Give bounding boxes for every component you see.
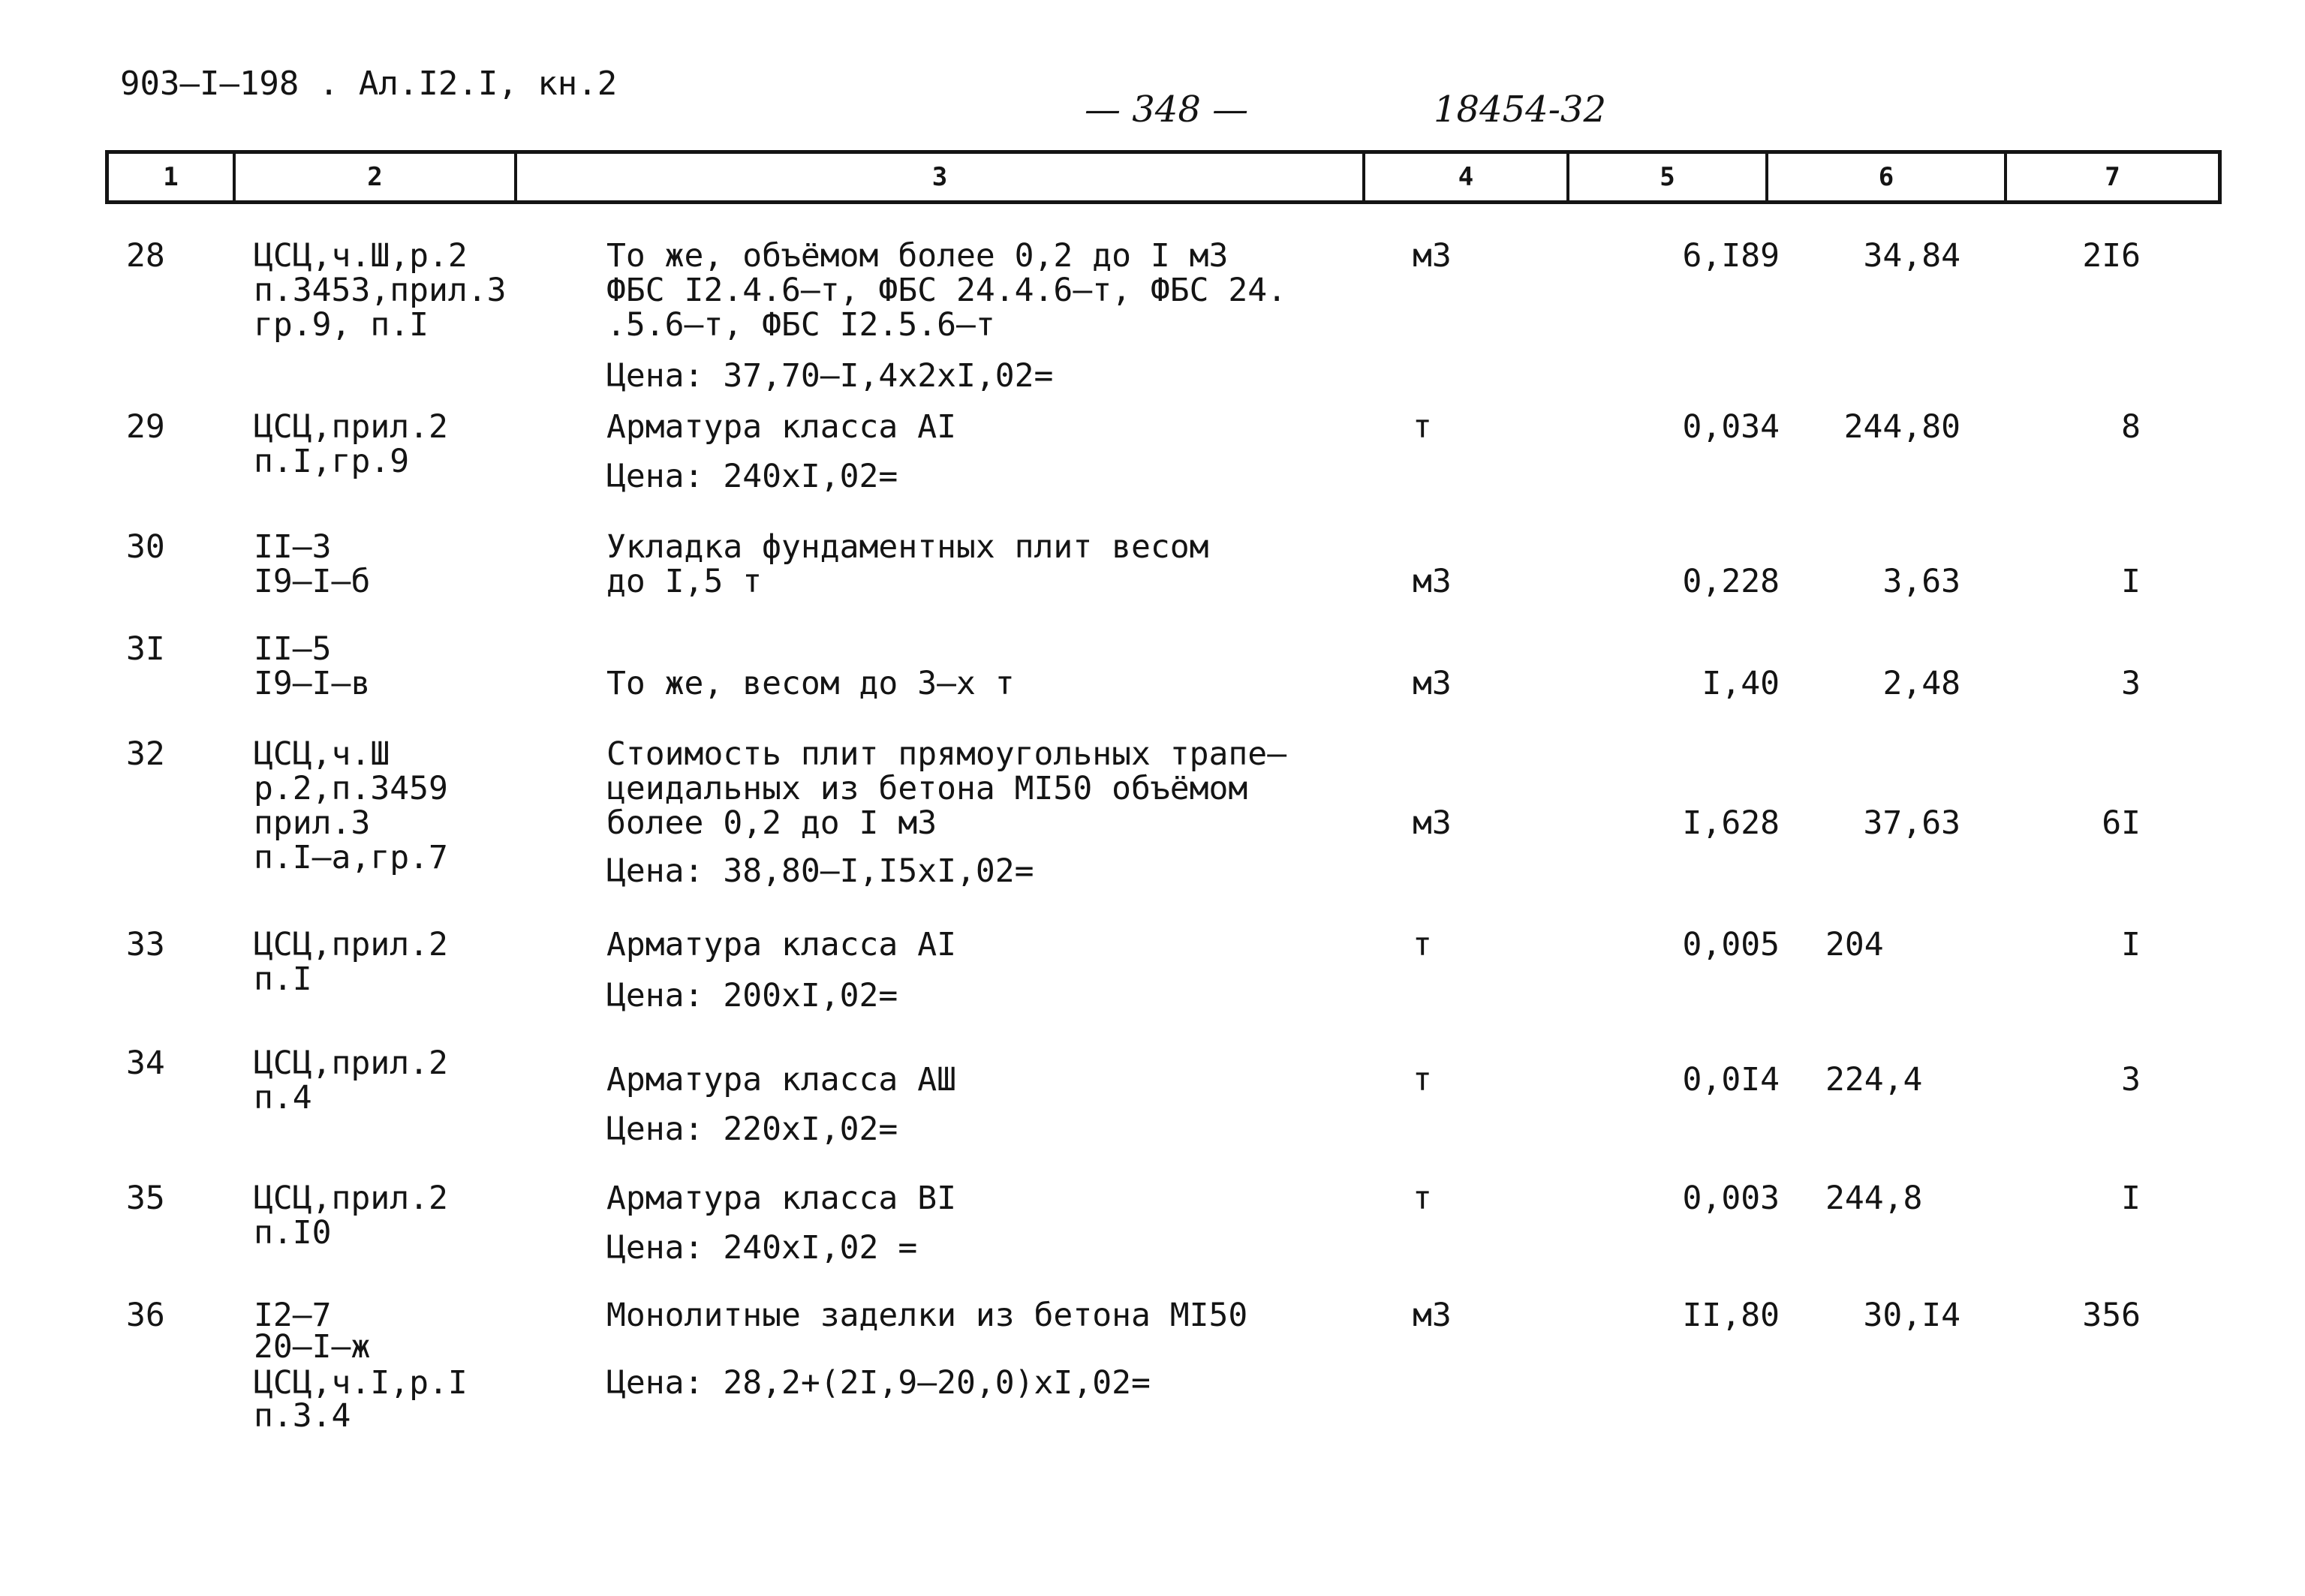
reference-line: прил.3 xyxy=(254,804,371,842)
description-line: То же, весом до 3–х т xyxy=(606,665,1015,702)
reference-line: II–5 xyxy=(254,630,332,668)
inventory-number: 18454-32 xyxy=(1434,89,1606,131)
reference-line: р.2,п.3459 xyxy=(254,770,448,807)
description-line: до I,5 т xyxy=(606,563,763,600)
row-number: 32 xyxy=(126,735,165,773)
reference-line: п.I0 xyxy=(254,1214,332,1252)
unit-price: 30,I4 xyxy=(1863,1297,1960,1334)
row-number: 3I xyxy=(126,630,165,668)
quantity: 0,005 xyxy=(1682,926,1780,963)
reference-line: п.I–а,гр.7 xyxy=(254,839,448,876)
quantity: 0,0I4 xyxy=(1682,1061,1780,1099)
unit: т xyxy=(1413,408,1432,446)
total-cost: I xyxy=(2121,926,2141,963)
reference-line: ЦСЦ,ч.Ш xyxy=(254,735,390,773)
description-line: цеидальных из бетона МI50 объёмом xyxy=(606,770,1248,807)
total-cost: 3 xyxy=(2121,665,2141,702)
unit: м3 xyxy=(1413,1297,1452,1334)
unit-price: 204 xyxy=(1825,926,1884,963)
price-formula: Цена: 240хI,02 = xyxy=(606,1229,918,1267)
quantity: I,628 xyxy=(1682,804,1780,842)
column-header: 6 xyxy=(1765,154,2004,200)
total-cost: 6I xyxy=(2102,804,2141,842)
document-code: 903–I–198 . Ал.I2.I, кн.2 xyxy=(120,65,618,103)
price-formula: Цена: 220хI,02= xyxy=(606,1111,898,1148)
quantity: 0,034 xyxy=(1682,408,1780,446)
column-header-row xyxy=(105,150,2222,204)
description-line: Арматура класса АI xyxy=(606,408,956,446)
description-line: ФБС I2.4.6–т, ФБС 24.4.6–т, ФБС 24. xyxy=(606,272,1287,309)
unit: т xyxy=(1413,926,1432,963)
unit: т xyxy=(1413,1061,1432,1099)
unit: м3 xyxy=(1413,237,1452,275)
price-formula: Цена: 28,2+(2I,9–20,0)хI,02= xyxy=(606,1364,1151,1402)
description-line: Арматура класса ВI xyxy=(606,1180,956,1217)
reference-line: I9–I–в xyxy=(254,665,371,702)
row-number: 35 xyxy=(126,1180,165,1217)
price-formula: Цена: 200хI,02= xyxy=(606,977,898,1014)
price-formula: Цена: 37,70–I,4х2хI,02= xyxy=(606,357,1054,395)
quantity: 0,003 xyxy=(1682,1180,1780,1217)
price-formula: Цена: 240хI,02= xyxy=(606,458,898,495)
reference-line: п.I xyxy=(254,960,312,998)
unit: т xyxy=(1413,1180,1432,1217)
description-line: Укладка фундаментных плит весом xyxy=(606,528,1209,566)
column-header: 3 xyxy=(514,154,1362,200)
column-header: 2 xyxy=(233,154,514,200)
unit-price: 3,63 xyxy=(1882,563,1960,600)
description-line: Арматура класса АI xyxy=(606,926,956,963)
quantity: 0,228 xyxy=(1682,563,1780,600)
reference-line: ЦСЦ,прил.2 xyxy=(254,1180,448,1217)
unit-price: 34,84 xyxy=(1863,237,1960,275)
unit-price: 2,48 xyxy=(1882,665,1960,702)
column-header: 4 xyxy=(1362,154,1566,200)
unit-price: 244,80 xyxy=(1843,408,1960,446)
unit: м3 xyxy=(1413,563,1452,600)
unit: м3 xyxy=(1413,804,1452,842)
price-formula: Цена: 38,80–I,I5хI,02= xyxy=(606,852,1034,890)
description-line: .5.6–т, ФБС I2.5.6–т xyxy=(606,306,995,344)
unit: м3 xyxy=(1413,665,1452,702)
page-number: — 348 — xyxy=(1085,89,1249,131)
total-cost: 356 xyxy=(2082,1297,2141,1334)
quantity: 6,I89 xyxy=(1682,237,1780,275)
description-line: более 0,2 до I м3 xyxy=(606,804,937,842)
row-number: 28 xyxy=(126,237,165,275)
reference-line: п.4 xyxy=(254,1079,312,1117)
description-line: То же, объёмом более 0,2 до I м3 xyxy=(606,237,1229,275)
reference-line: I2–7 xyxy=(254,1297,332,1334)
total-cost: I xyxy=(2121,1180,2141,1217)
reference-line: ЦСЦ,прил.2 xyxy=(254,1044,448,1082)
row-number: 33 xyxy=(126,926,165,963)
reference-line: п.3453,прил.3 xyxy=(254,272,507,309)
quantity: II,80 xyxy=(1682,1297,1780,1334)
description-line: Монолитные заделки из бетона МI50 xyxy=(606,1297,1248,1334)
total-cost: 2I6 xyxy=(2082,237,2141,275)
unit-price: 37,63 xyxy=(1863,804,1960,842)
description-line: Стоимость плит прямоугольных трапе– xyxy=(606,735,1287,773)
quantity: I,40 xyxy=(1702,665,1780,702)
reference-line: ЦСЦ,прил.2 xyxy=(254,926,448,963)
row-number: 29 xyxy=(126,408,165,446)
row-number: 36 xyxy=(126,1297,165,1334)
reference-line: ЦСЦ,ч.I,р.I xyxy=(254,1364,468,1402)
reference-line: II–3 xyxy=(254,528,332,566)
reference-line: п.I,гр.9 xyxy=(254,443,410,480)
column-header: 5 xyxy=(1566,154,1765,200)
column-header: 1 xyxy=(163,162,179,192)
reference-line: ЦСЦ,прил.2 xyxy=(254,408,448,446)
total-cost: 3 xyxy=(2121,1061,2141,1099)
row-number: 30 xyxy=(126,528,165,566)
reference-line: I9–I–б xyxy=(254,563,371,600)
column-header: 7 xyxy=(2004,154,2218,200)
total-cost: 8 xyxy=(2121,408,2141,446)
unit-price: 224,4 xyxy=(1825,1061,1923,1099)
reference-line: ЦСЦ,ч.Ш,р.2 xyxy=(254,237,468,275)
reference-line: гр.9, п.I xyxy=(254,306,429,344)
description-line: Арматура класса АШ xyxy=(606,1061,956,1099)
reference-line: 20–I–ж xyxy=(254,1328,371,1366)
unit-price: 244,8 xyxy=(1825,1180,1923,1217)
reference-line: п.3.4 xyxy=(254,1397,351,1435)
total-cost: I xyxy=(2121,563,2141,600)
row-number: 34 xyxy=(126,1044,165,1082)
